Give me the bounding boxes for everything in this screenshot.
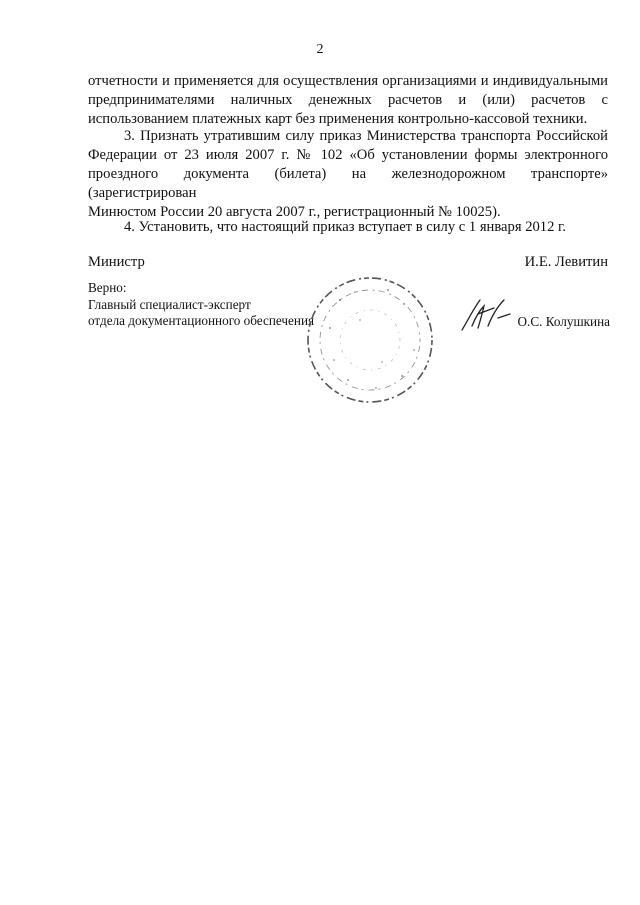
certifier-position-line1: Главный специалист-эксперт — [88, 296, 251, 312]
paragraph-line: предпринимателями наличных денежных расчетов и (или) расчетов с — [88, 92, 608, 108]
certifier-name: О.С. Колушкина — [517, 314, 610, 329]
paragraph-line: 3. Признать утратившим силу приказ Министерства транспорта Российской — [124, 128, 608, 144]
paragraph-line: 4. Установить, что настоящий приказ вступает в силу с 1 января 2012 г. — [124, 219, 567, 235]
official-stamp-icon — [300, 270, 440, 410]
paragraph-line: отчетности и применяется для осуществления организациями и индивидуальными — [88, 73, 608, 89]
certifier-position-line2: отдела документационного обеспечения — [88, 313, 315, 328]
page-number: 2 — [316, 42, 324, 57]
paragraph-item-4 — [88, 218, 608, 237]
handwritten-signature-icon — [458, 296, 514, 336]
signatory-name: И.Е. Левитин — [524, 254, 608, 270]
paragraph-item-3 — [88, 127, 608, 222]
paragraph-line: Минюстом России 20 августа 2007 г., регистрационный № 10025). — [88, 204, 501, 220]
verified-label: Верно: — [88, 280, 127, 295]
signatory-title: Министр — [88, 254, 145, 270]
paragraph-line: Федерации от 23 июля 2007 г. № 102 «Об установлении формы электронного — [88, 147, 608, 163]
paragraph-continuation — [88, 72, 608, 129]
paragraph-line: проездного документа (билета) на железнодорожном транспорте» (зарегистрирован — [88, 166, 608, 201]
certification-block — [88, 280, 314, 330]
paragraph-line: использованием платежных карт без применения контрольно-кассовой техники. — [88, 111, 588, 127]
